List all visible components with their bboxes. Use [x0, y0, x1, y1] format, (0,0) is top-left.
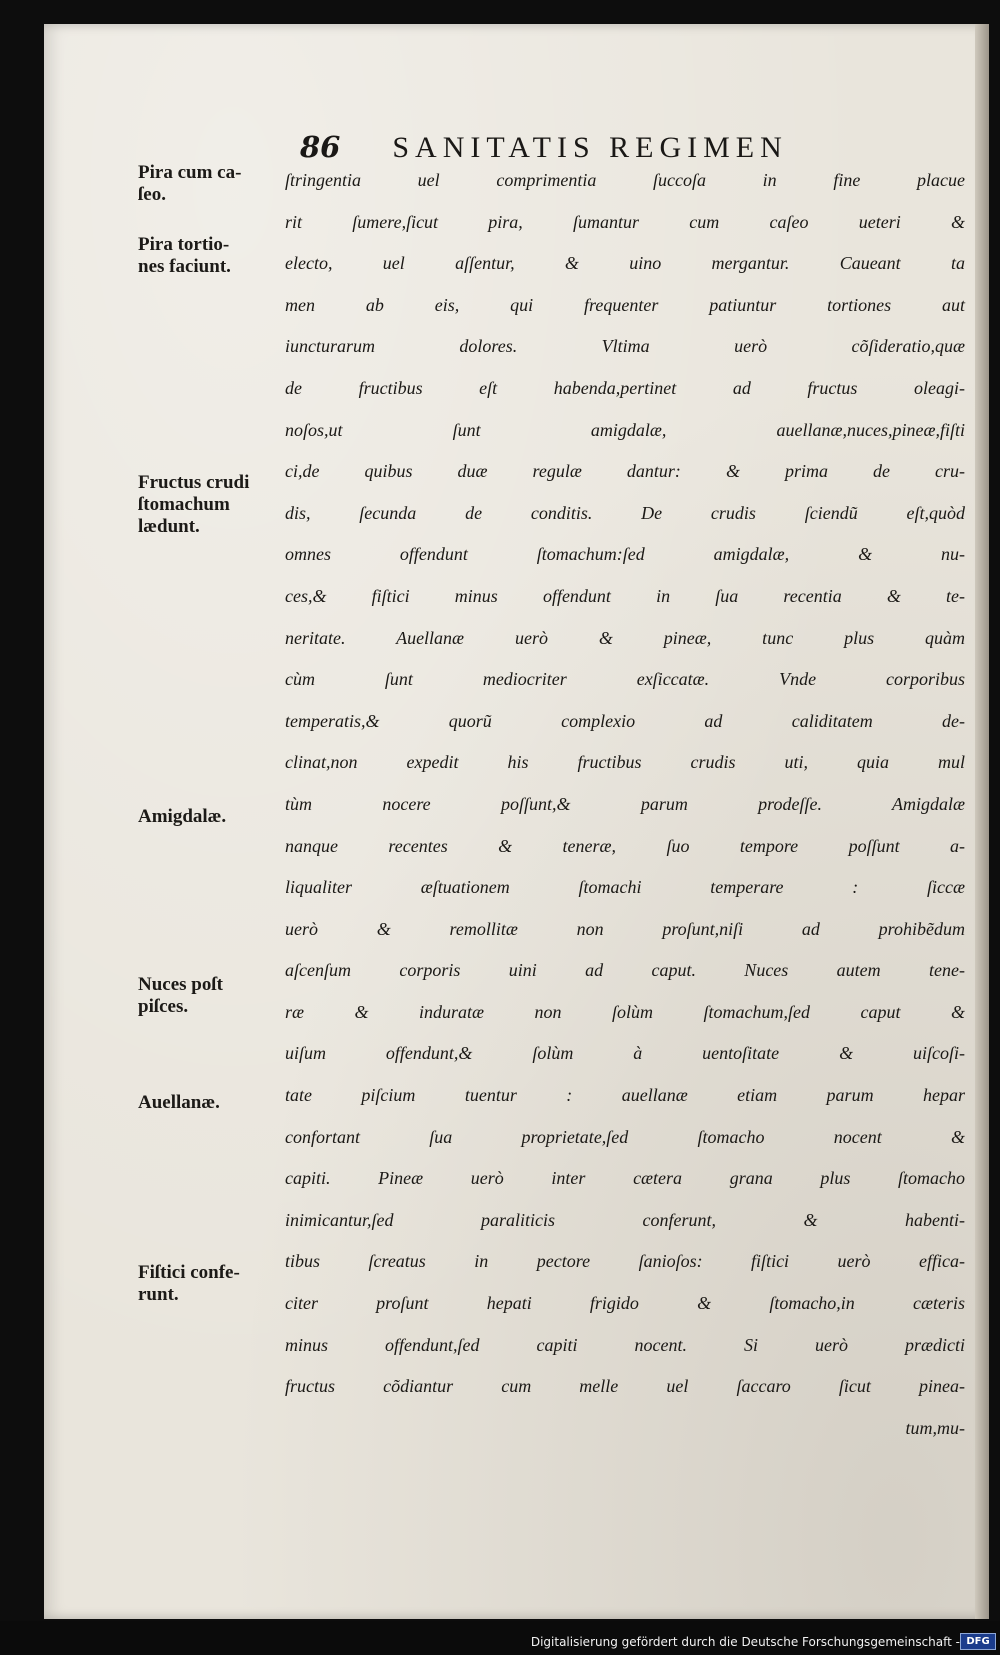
- text-line: neritate. Auellanæ uerò & pineæ, tunc plus quàm: [285, 627, 965, 648]
- margin-note-line: piſces.: [138, 996, 189, 1017]
- catchword-line: tum,mu-: [905, 1417, 965, 1438]
- text-line: ces,& fiſtici minus offendunt in ſua recentia & te-: [285, 585, 965, 606]
- text-line: iuncturarum dolores. Vltima uerò cõſideratio,quæ: [285, 336, 965, 357]
- text-line: electo, uel aſſentur, & uino mergantur. Caueant ta: [285, 253, 965, 274]
- text-line: aſcenſum corporis uini ad caput. Nuces autem tene-: [285, 960, 965, 981]
- margin-note-line: Auellanæ.: [138, 1092, 220, 1113]
- body-text: [285, 160, 965, 1449]
- text-line: dis, ſecunda de conditis. De crudis ſciendũ eſt,quòd: [285, 502, 965, 523]
- digitization-credit: Digitalisierung gefördert durch die Deutsche Forschungsgemeinschaft -: [530, 1635, 960, 1649]
- text-line: tibus ſcreatus in pectore ſanioſos: fiſtici uerò effica-: [285, 1251, 965, 1272]
- margin-note-line: Nuces poſt: [138, 974, 223, 995]
- text-line: ci,de quibus duæ regulæ dantur: & prima de cru-: [285, 461, 965, 482]
- margin-note-line: Pira tortio-: [138, 234, 230, 255]
- text-line: cùm ſunt mediocriter exſiccatæ. Vnde corporibus: [285, 669, 965, 690]
- text-line: tate piſcium tuentur : auellanæ etiam parum hepar: [285, 1085, 965, 1106]
- margin-note-line: runt.: [138, 1284, 179, 1305]
- text-line: fructus cõdiantur cum melle uel ſaccaro ſicut pinea-: [285, 1376, 965, 1397]
- margin-note-line: ſeo.: [138, 184, 166, 205]
- text-line: citer proſunt hepati frigido & ſtomacho,in cæteris: [285, 1293, 965, 1314]
- text-line: liqualiter æſtuationem ſtomachi temperare : ſiccæ: [285, 877, 965, 898]
- text-line: men ab eis, qui frequenter patiuntur tortiones aut: [285, 294, 965, 315]
- folio-number: 86: [300, 130, 341, 164]
- text-line: noſos,ut ſunt amigdalæ, auellanæ,nuces,pineæ,fiſti: [285, 419, 965, 440]
- margin-note-line: lædunt.: [138, 516, 200, 537]
- margin-note-line: Fructus crudi: [138, 472, 250, 493]
- margin-note-line: nes faciunt.: [138, 256, 231, 277]
- margin-note: [138, 806, 283, 828]
- text-line: uiſum offendunt,& ſolùm à uentoſitate & uiſcoſi-: [285, 1043, 965, 1064]
- margin-note: [138, 1262, 283, 1306]
- margin-note: [138, 162, 283, 206]
- margin-note: [138, 1092, 283, 1114]
- text-line: nanque recentes & teneræ, ſuo tempore poſſunt a-: [285, 835, 965, 856]
- text-line: clinat,non expedit his fructibus crudis uti, quia mul: [285, 752, 965, 773]
- margin-note-line: ſtomachum: [138, 494, 230, 515]
- margin-note: [138, 234, 283, 278]
- footer-bar: [0, 1621, 1000, 1655]
- running-title: SANITATIS REGIMEN: [392, 131, 788, 164]
- margin-note-line: Amigdalæ.: [138, 806, 227, 827]
- text-line: ræ & induratæ non ſolùm ſtomachum,ſed caput &: [285, 1001, 965, 1022]
- text-line: ſtringentia uel comprimentia ſuccoſa in fine placue: [285, 170, 965, 190]
- page-edge: [975, 24, 989, 1619]
- text-line: tùm nocere poſſunt,& parum prodeſſe. Amigdalæ: [285, 793, 965, 814]
- text-line: capiti. Pineæ uerò inter cætera grana plus ſtomacho: [285, 1168, 965, 1189]
- text-line: omnes offendunt ſtomachum:ſed amigdalæ, & nu-: [285, 544, 965, 565]
- text-line: confortant ſua proprietate,ſed ſtomacho nocent &: [285, 1126, 965, 1147]
- margin-notes: [0, 0, 285, 1600]
- text-line: inimicantur,ſed paraliticis conferunt, & habenti-: [285, 1209, 965, 1230]
- margin-note: [138, 472, 283, 538]
- text-line: uerò & remollitæ non proſunt,niſi ad prohibẽdum: [285, 918, 965, 939]
- text-line: minus offendunt,ſed capiti nocent. Si uerò prædicti: [285, 1334, 965, 1355]
- margin-note-line: Pira cum ca-: [138, 162, 242, 183]
- margin-note-line: Fiſtici confe-: [138, 1262, 240, 1283]
- text-line: rit ſumere,ſicut pira, ſumantur cum caſeo ueteri &: [285, 211, 965, 232]
- text-line: de fructibus eſt habenda,pertinet ad fructus oleagi-: [285, 377, 965, 398]
- text-line: temperatis,& quorũ complexio ad caliditatem de-: [285, 710, 965, 731]
- dfg-logo: DFG: [960, 1633, 996, 1650]
- margin-note: [138, 974, 283, 1018]
